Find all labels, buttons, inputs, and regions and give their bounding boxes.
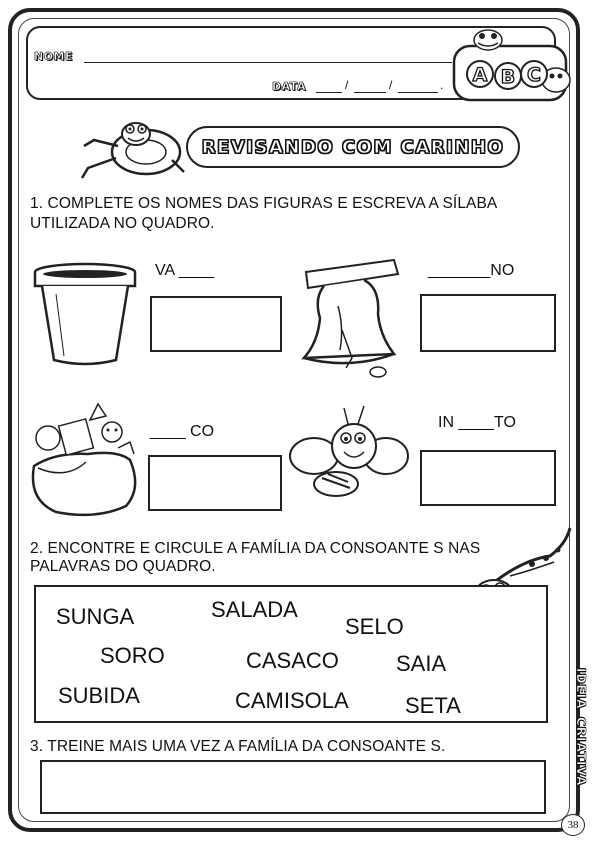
answer-box-1[interactable] — [150, 296, 282, 352]
word-item[interactable]: SETA — [405, 693, 461, 718]
answer-box-3[interactable] — [148, 455, 282, 511]
date-label: DATA — [272, 80, 306, 93]
word-item[interactable]: CASACO — [246, 648, 339, 673]
item-prompt-no: _______NO — [428, 262, 515, 279]
name-label: NOME — [34, 50, 74, 63]
abc-letter-a: A — [472, 64, 488, 86]
section2-instruction-line2: PALAVRAS DO QUADRO. — [30, 558, 216, 575]
brand-word-1: IDEIA — [574, 668, 588, 710]
practice-box[interactable] — [40, 760, 546, 814]
title-banner — [186, 126, 520, 168]
brand-word-2: CRIATIVA — [574, 717, 588, 787]
item-prompt-to: IN ____TO — [438, 414, 516, 431]
abc-frog-sign-icon — [448, 28, 578, 104]
section1-instruction-line2: UTILIZADA NO QUADRO. — [30, 215, 215, 232]
page-number: 38 — [561, 814, 585, 836]
item-prompt-co: ____ CO — [150, 423, 215, 440]
word-item[interactable]: SAIA — [396, 651, 447, 676]
page-title: REVISANDO COM CARINHO — [201, 136, 505, 158]
date-year-line[interactable] — [398, 92, 438, 93]
date-separator: / — [389, 78, 393, 92]
answer-box-4[interactable] — [420, 450, 556, 506]
answer-box-2[interactable] — [420, 294, 556, 352]
abc-letter-b: B — [500, 66, 516, 88]
word-item[interactable]: SUNGA — [56, 604, 135, 629]
word-item[interactable]: CAMISOLA — [235, 688, 349, 713]
word-item[interactable]: SORO — [100, 643, 165, 668]
item-prompt-va: VA ____ — [155, 262, 215, 279]
section2-instruction-line1: 2. ENCONTRE E CIRCULE A FAMÍLIA DA CONSOANTE S NAS — [30, 540, 481, 557]
date-separator: / — [345, 78, 349, 92]
brand-vertical — [570, 668, 592, 808]
bell-icon — [294, 258, 406, 380]
frog-mascot-icon — [76, 116, 196, 192]
bee-icon — [288, 402, 410, 502]
flower-pot-icon — [32, 262, 138, 368]
date-month-line[interactable] — [354, 92, 386, 93]
toy-sack-icon — [26, 402, 142, 518]
name-line[interactable] — [84, 62, 452, 63]
word-item[interactable]: SALADA — [211, 597, 298, 622]
date-day-line[interactable] — [316, 92, 342, 93]
section3-instruction: 3. TREINE MAIS UMA VEZ A FAMÍLIA DA CONSOANTE S. — [30, 738, 446, 755]
section1-instruction-line1: 1. COMPLETE OS NOMES DAS FIGURAS E ESCREVA A SÍLABA — [30, 195, 498, 212]
word-item[interactable]: SELO — [345, 614, 404, 639]
abc-letter-c: C — [527, 64, 541, 86]
date-end-dot: . — [440, 78, 444, 92]
word-item[interactable]: SUBIDA — [58, 683, 140, 708]
